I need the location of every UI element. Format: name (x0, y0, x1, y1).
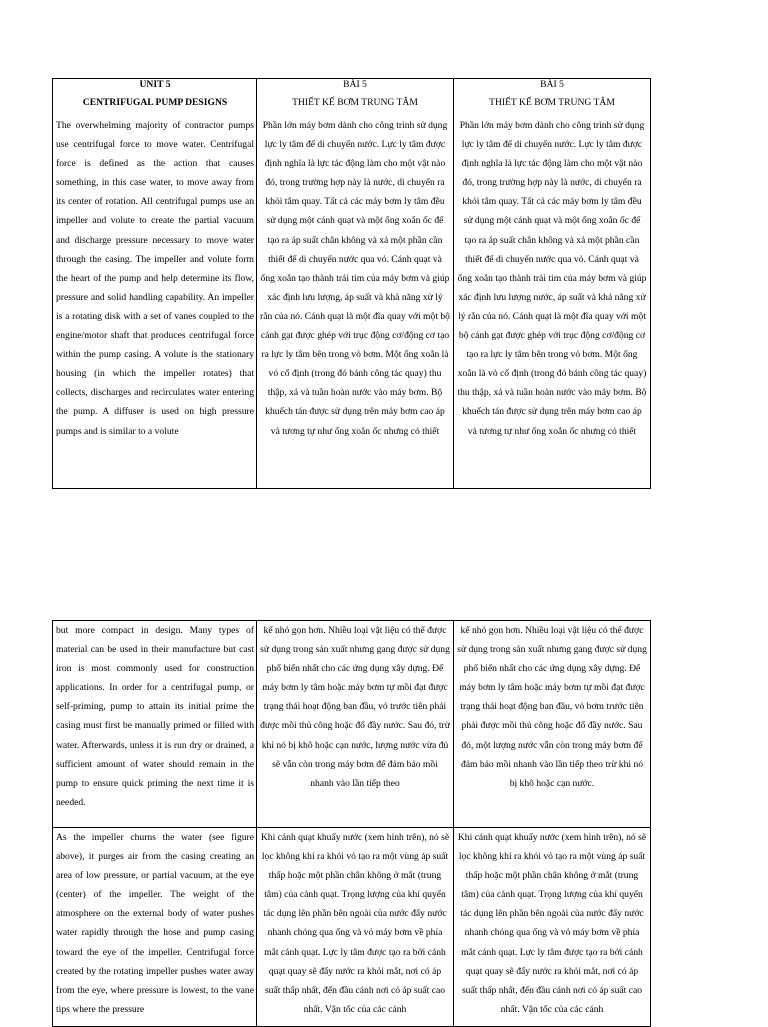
english-paragraph: As the impeller churns the water (see figure above), it purges air from the casing creating an area of low pressure, or partial vacuum, at the eye (center) of the impeller. The weight of the atmosphere on the external body of water pushes water rapidly through the hose and pump casing toward the eye of the impeller. Centrifugal force created by the rotating impeller pushes water away from the eye, where pressure is lowest, to the vane tips where the pressure (56, 832, 254, 1015)
vietnamese-paragraph: Khi cánh quạt khuấy nước (xem hình trên), nó sẽ lọc không khí ra khỏi vỏ tạo ra một vùng áp suất thấp hoặc một phần chân không ở mắt (trung tâm) của cánh quạt. Trọng lượng của khí quyển tác dụng lên phần bên ngoài của nước đẩy nước nhanh chóng qua ống và vỏ máy bơm về phía mắt cánh quạt. Lực ly tâm được tạo ra bởi cánh quạt quay sẽ đẩy nước ra khỏi mắt, nơi có áp suất thấp nhất, đến đầu cánh nơi có áp suất cao nhất. Vận tốc của các cánh (457, 832, 647, 1015)
vietnamese-cell-1 (257, 828, 454, 1027)
vietnamese-cell-2 (454, 621, 651, 828)
vietnamese-paragraph: Phần lớn máy bơm dành cho công trình sử dụng lực ly tâm để di chuyển nước. Lực ly tâm được định nghĩa là lực tác động làm cho một vật nào đó, trong trường hợp này là nước, di chuyển ra khỏi tâm quay. Tất cả các máy bơm ly tâm đều sử dụng một cánh quạt và một ống xoắn ốc để tạo ra áp suất chân không và xả một phần cần thiết để di chuyển nước qua vỏ. Cánh quạt và ống xoắn tạo thành trái tim của máy bơm và giúp xác định lưu lượng, áp suất và khả năng xử lý rắn của nó. Cánh quạt là một đĩa quay với một bộ cánh gạt được ghép với trục động cơ/động cơ tạo ra lực ly tâm bên trong vỏ bơm. Một ống xoắn là vỏ cố định (trong đó bánh công tác quay) thu thập, xả và tuần hoàn nước vào máy bơm. Bộ khuếch tán được sử dụng trên máy bơm cao áp và tương tự như ống xoắn ốc nhưng có thiết (260, 120, 450, 437)
english-paragraph: The overwhelming majority of contractor pumps use centrifugal force to move water. Centrifugal force is defined as the action that causes something, in this case water, to move away from its center of rotation. All centrifugal pumps use an impeller and volute to create the partial vacuum and discharge pressure necessary to move water through the casing. The impeller and volute form the heart of the pump and help determine its flow, pressure and solid handling capability. An impeller is a rotating disk with a set of vanes coupled to the engine/motor shaft that produces centrifugal force within the pump casing. A volute is the stationary housing (in which the impeller rotates) that collects, discharges and recirculates water entering the pump. A diffuser is used on high pressure pumps and is similar to a volute (56, 120, 254, 437)
bottom-translation-table (52, 620, 651, 1027)
bai-title: THIẾT KẾ BƠM TRUNG TÂM (292, 97, 418, 108)
vietnamese-cell-2 (454, 79, 651, 489)
bai-label: BÀI 5 (343, 79, 367, 90)
vietnamese-cell-1 (257, 621, 454, 828)
english-cell (53, 828, 257, 1027)
vietnamese-paragraph: kế nhỏ gọn hơn. Nhiều loại vật liệu có thể được sử dụng trong sản xuất nhưng gang được sử dụng phổ biến nhất cho các ứng dụng xây dựng. Để máy bơm ly tâm hoặc máy bơm tự mồi đạt được trạng thái hoạt động ban đầu, vỏ trước tiên phải được mồi thủ công hoặc đổ đầy nước. Sau đó, trừ khi nó bị khô hoặc cạn nước, lượng nước vừa đủ sẽ vẫn còn trong máy bơm để đảm bảo mồi nhanh vào lần tiếp theo (260, 625, 450, 789)
bai-label: BÀI 5 (540, 79, 564, 90)
table-row (53, 79, 651, 489)
english-cell (53, 621, 257, 828)
vietnamese-cell-2 (454, 828, 651, 1027)
unit-title: CENTRIFUGAL PUMP DESIGNS (82, 97, 228, 108)
vietnamese-cell-1 (257, 79, 454, 489)
vietnamese-paragraph: kế nhỏ gọn hơn. Nhiều loại vật liệu có thể được sử dụng trong sản xuất nhưng gang được sử dụng phổ biến nhất cho các ứng dụng xây dựng. Để máy bơm ly tâm hoặc máy bơm tự mồi đạt được trạng thái hoạt động ban đầu, vỏ bơm trước tiên phải được mồi thủ công hoặc đổ đầy nước. Sau đó, một lượng nước vẫn còn trong máy bơm để đảm bảo mồi nhanh vào lần tiếp theo trừ khi nó bị khô hoặc cạn nước. (457, 625, 647, 789)
vietnamese-paragraph: Khi cánh quạt khuấy nước (xem hình trên), nó sẽ lọc không khí ra khỏi vỏ tạo ra một vùng áp suất thấp hoặc một phần chân không ở mắt (trung tâm) của cánh quạt. Trọng lượng của khí quyển tác dụng lên phần bên ngoài của nước đẩy nước nhanh chóng qua ống và vỏ máy bơm về phía mắt cánh quạt. Lực ly tâm được tạo ra bởi cánh quạt quay sẽ đẩy nước ra khỏi mắt, nơi có áp suất thấp nhất, đến đầu cánh nơi có áp suất cao nhất. Vận tốc của các cánh (260, 832, 450, 1015)
bai-title: THIẾT KẾ BƠM TRUNG TÂM (489, 97, 615, 108)
table-row (53, 828, 651, 1027)
vietnamese-paragraph: Phần lớn máy bơm dành cho công trình sử dụng lực ly tâm để di chuyển nước. Lực ly tâm được định nghĩa là lực tác động làm cho một vật nào đó, trong trường hợp này là nước, di chuyển ra khỏi tâm quay. Tất cả các máy bơm ly tâm đều sử dụng một cánh quạt và một ống xoắn ốc để tạo ra áp suất chân không và xả một phần cần thiết để di chuyển nước qua vỏ. Cánh quạt và ống xoắn tạo thành trái tim của máy bơm và giúp xác định lưu lượng nước, áp suất và khả năng xử lý rắn của nó. Cánh quạt là một đĩa quay với một bộ cánh gạt được ghép với trục động cơ/động cơ tạo ra lực ly tâm bên trong vỏ bơm. Một ống xoắn là vỏ cố định (trong đó bánh công tác quay) thu thập, xả và tuần hoàn nước vào máy bơm. Bộ khuếch tán được sử dụng trên máy bơm cao áp và tương tự như ống xoắn ốc nhưng có thiết (457, 120, 647, 437)
english-paragraph: but more compact in design. Many types of material can be used in their manufacture but cast iron is most commonly used for construction applications. In order for a centrifugal pump, or self-priming, pump to attain its initial prime the casing must first be manually primed or filled with water. Afterwards, unless it is run dry or drained, a sufficient amount of water should remain in the pump to ensure quick priming the next time it is needed. (56, 625, 254, 808)
unit-label: UNIT 5 (139, 79, 171, 90)
table-row (53, 621, 651, 828)
top-translation-table (52, 78, 651, 489)
english-cell (53, 79, 257, 489)
